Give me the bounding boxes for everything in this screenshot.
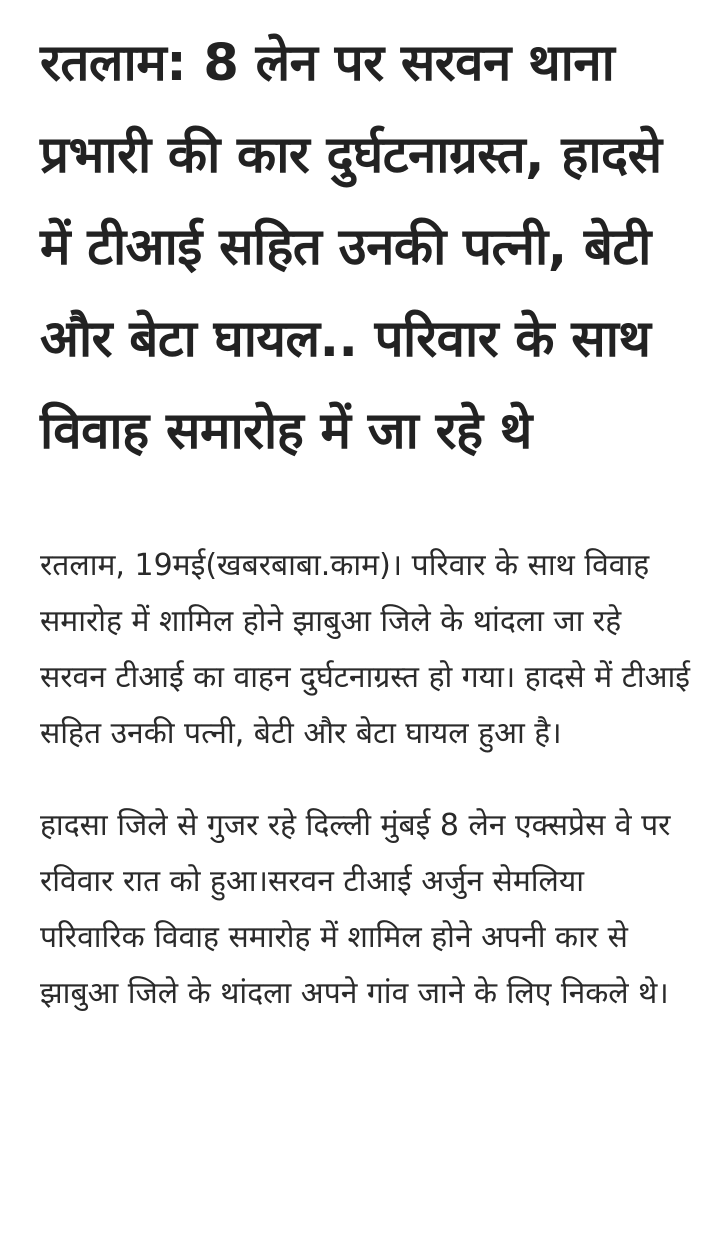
article-body — [40, 538, 692, 1022]
article-paragraph: हादसा जिले से गुजर रहे दिल्ली मुंबई 8 लेन एक्सप्रेस वे पर रविवार रात को हुआ।सरवन टीआई अर्जुन सेमलिया परिवारिक विवाह समारोह में शामिल होने अपनी कार से झाबुआ जिले के थांदला अपने गांव जाने के लिए निकले थे। — [40, 808, 671, 1011]
article-paragraph: रतलाम, 19मई(खबरबाबा.काम)। परिवार के साथ विवाह समारोह में शामिल होने झाबुआ जिले के थांदला जा रहे सरवन टीआई का वाहन दुर्घटनाग्रस्त हो गया। हादसे में टीआई सहित उनकी पत्नी, बेटी और बेटा घायल हुआ है। — [40, 548, 690, 751]
article-headline: रतलाम: 8 लेन पर सरवन थाना प्रभारी की कार दुर्घटनाग्रस्त, हादसे में टीआई सहित उनकी पत्नी, बेटी और बेटा घायल.. परिवार के साथ विवाह समारोह में जा रहे थे — [40, 34, 662, 461]
news-article — [40, 18, 692, 1058]
